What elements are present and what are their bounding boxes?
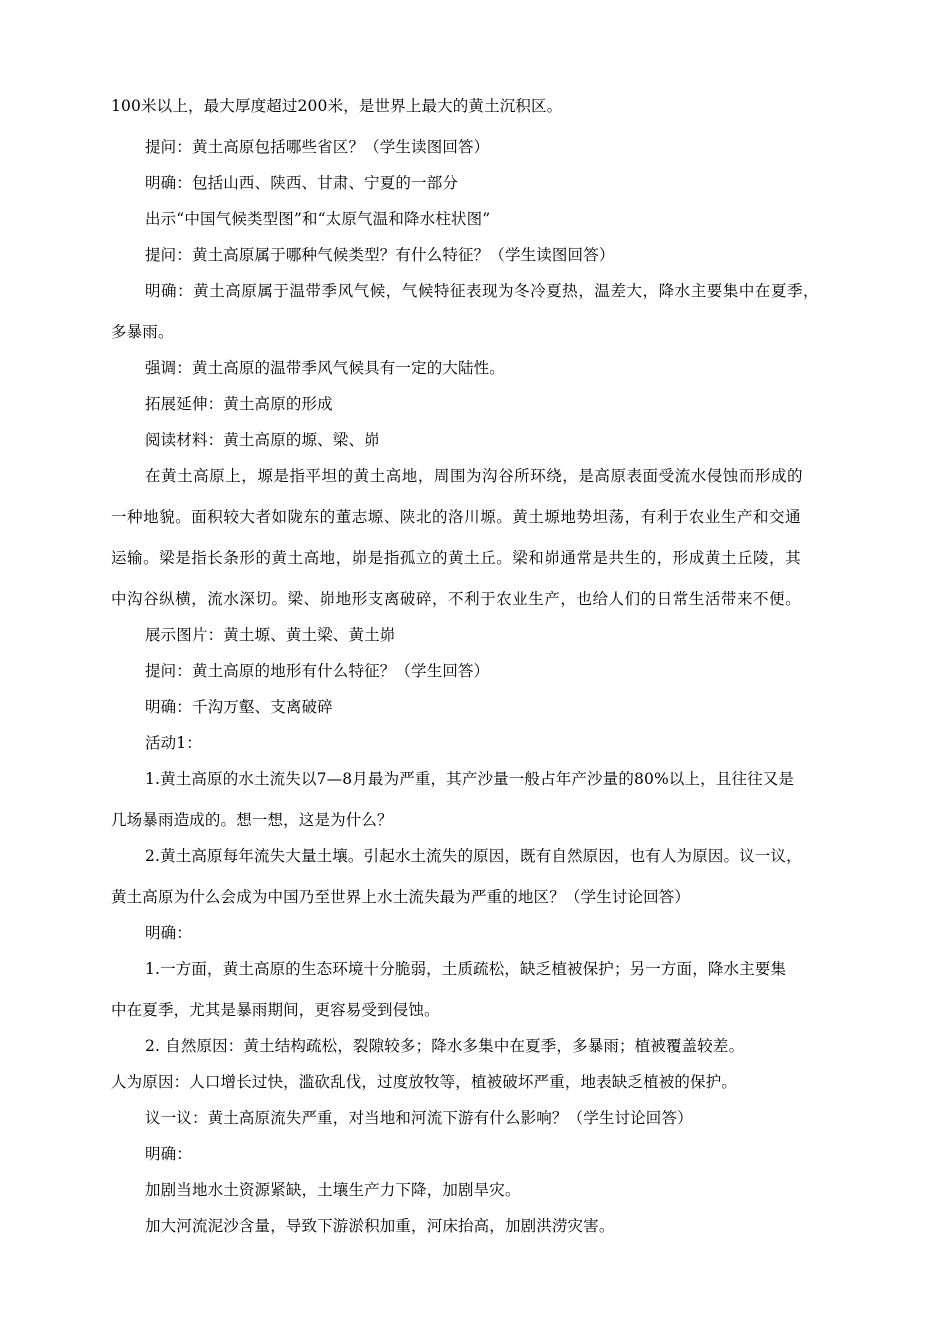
- text-line: 中在夏季，尤其是暴雨期间，更容易受到侵蚀。: [111, 1001, 440, 1019]
- text-line: 提问：黄土高原包括哪些省区？（学生读图回答）: [145, 138, 490, 156]
- text-line: 一种地貌。面积较大者如陇东的董志塬、陕北的洛川塬。黄土塬地势坦荡，有利于农业生产和交通: [111, 508, 802, 526]
- text-line: 多暴雨。: [111, 323, 174, 341]
- text-line: 2.黄土高原每年流失大量土壤。引起水土流失的原因，既有自然原因，也有人为原因。议一议，: [145, 847, 802, 865]
- text-line: 明确：: [145, 1145, 192, 1163]
- text-line: 几场暴雨造成的。想一想，这是为什么？: [111, 811, 393, 829]
- text-line: 提问：黄土高原的地形有什么特征？（学生回答）: [145, 662, 490, 680]
- text-line: 加大河流泥沙含量，导致下游淤积加重，河床抬高，加剧洪涝灾害。: [145, 1217, 615, 1235]
- text-line: 在黄土高原上，塬是指平坦的黄土高地，周围为沟谷所环绕，是高原表面受流水侵蚀而形成的: [145, 467, 804, 485]
- text-line: 活动1：: [145, 734, 202, 752]
- text-line: 提问：黄土高原属于哪种气候类型？有什么特征？（学生读图回答）: [145, 246, 615, 264]
- text-line: 1.一方面，黄土高原的生态环境十分脆弱，土质疏松，缺乏植被保护；另一方面，降水主要集: [145, 960, 787, 978]
- text-line: 拓展延伸：黄土高原的形成: [145, 395, 333, 413]
- text-line: 黄土高原为什么会成为中国乃至世界上水土流失最为严重的地区？（学生讨论回答）: [111, 888, 691, 906]
- text-line: 中沟谷纵横，流水深切。梁、峁地形支离破碎，不利于农业生产，也给人们的日常生活带来不便。: [111, 590, 802, 608]
- text-line: 明确：包括山西、陕西、甘肃、宁夏的一部分: [145, 174, 459, 192]
- text-line: 展示图片：黄土塬、黄土梁、黄土峁: [145, 626, 396, 644]
- text-line: 人为原因：人口增长过快，滥砍乱伐，过度放牧等，植被破坏严重，地表缺乏植被的保护。: [111, 1073, 738, 1091]
- text-line: 2. 自然原因：黄土结构疏松，裂隙较多；降水多集中在夏季，多暴雨；植被覆盖较差。: [145, 1037, 745, 1055]
- text-line: 加剧当地水土资源紧缺，土壤生产力下降，加剧旱灾。: [145, 1181, 521, 1199]
- text-line: 运输。梁是指长条形的黄土高地，峁是指孤立的黄土丘。梁和峁通常是共生的，形成黄土丘陵，其: [111, 549, 802, 567]
- text-line: 100米以上，最大厚度超过200米，是世界上最大的黄土沉积区。: [111, 97, 563, 115]
- text-line: 阅读材料：黄土高原的塬、梁、峁: [145, 431, 380, 449]
- text-line: 议一议：黄土高原流失严重，对当地和河流下游有什么影响？（学生讨论回答）: [145, 1109, 693, 1127]
- text-line: 出示“中国气候类型图”和“太原气温和降水柱状图”: [145, 210, 491, 228]
- text-line: 明确：: [145, 924, 192, 942]
- text-line: 1.黄土高原的水土流失以7—8月最为严重，其产沙量一般占年产沙量的80%以上，且往往又是: [145, 770, 795, 788]
- text-line: 明确：黄土高原属于温带季风气候，气候特征表现为冬冷夏热，温差大，降水主要集中在夏季，: [145, 282, 820, 300]
- text-line: 强调：黄土高原的温带季风气候具有一定的大陆性。: [145, 359, 505, 377]
- text-line: 明确：千沟万壑、支离破碎: [145, 698, 333, 716]
